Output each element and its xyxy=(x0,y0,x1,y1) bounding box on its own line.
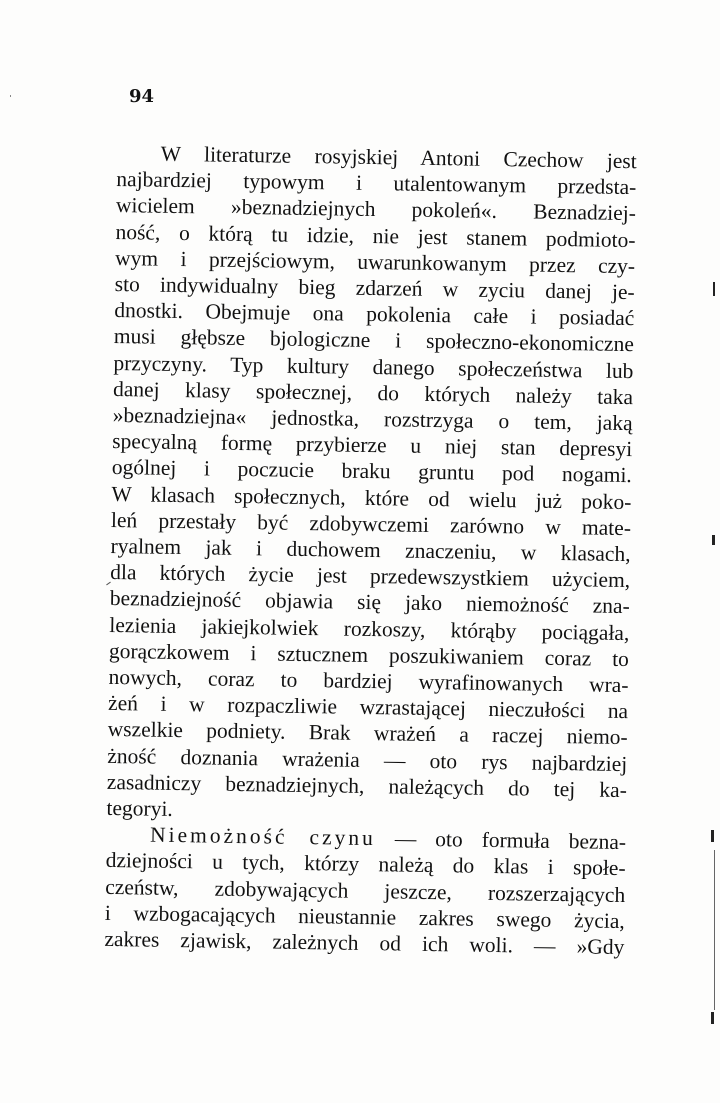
text-run: — oto formuła bezna- xyxy=(375,826,627,855)
text-line: gorączkowem i sztucznem poszukiwaniem coraz to xyxy=(108,638,630,671)
text-line: sto indywidualny bieg zdarzeń w zyciu danej je- xyxy=(114,271,635,305)
text-line: danej klasy społecznej, do których należy taka xyxy=(112,376,634,409)
text-line: leń przestały być zdobywczemi zarówno w mate- xyxy=(110,507,632,540)
text-line: specyalną formę przybierze u niej stan depresyi xyxy=(112,429,633,462)
paragraph-2 xyxy=(104,821,626,960)
text-line: najbardziej typowym i utalentowanym przedsta- xyxy=(116,167,637,200)
text-line: dla których życie jest przedewszystkiem użyciem, xyxy=(110,560,631,593)
body-text xyxy=(104,140,637,960)
scan-edge-mark xyxy=(711,1012,714,1024)
scan-edge-mark xyxy=(714,850,715,1010)
text-line: dziejności u tych, którzy należą do klas i społe- xyxy=(105,848,626,881)
text-line: przyczyny. Typ kultury danego społeczeństwa lub xyxy=(113,350,634,383)
text-line: zasadniczy beznadziejnych, należących do tej ka- xyxy=(106,769,628,802)
scan-edge-mark xyxy=(10,95,11,97)
text-line: beznadziejność objawia się jako niemożność zna- xyxy=(109,586,630,619)
text-line: i wzbogacających nieustannie zakres swego życia, xyxy=(104,900,625,933)
text-line: ryalnem jak i duchowem znaczeniu, w klasach, xyxy=(110,533,631,567)
text-line: wicielem »beznadziejnych pokoleń«. Beznadziej- xyxy=(115,193,637,226)
text-line: żeń i w rozpaczliwie wzrastającej nieczułości na xyxy=(107,691,629,724)
text-line: tegoryi. xyxy=(106,795,173,822)
scan-edge-mark xyxy=(712,535,715,545)
scan-edge-mark xyxy=(713,282,715,296)
text-line: zakres zjawisk, zależnych od ich woli. — »Gdy xyxy=(104,926,625,960)
text-line: ność, o którą tu idzie, nie jest stanem podmioto- xyxy=(115,219,636,252)
text-line: nowych, coraz to bardziej wyrafinowanych wra- xyxy=(108,664,629,698)
text-line: lezienia jakiejkolwiek rozkoszy, którąby pociągała, xyxy=(109,612,630,645)
scan-edge-mark xyxy=(711,830,714,842)
text-line: ogólnej i poczucie braku gruntu pod nogami. xyxy=(111,455,632,488)
text-line: musi głębsze bjologiczne i społeczno-ekonomiczne xyxy=(113,324,635,357)
paragraph-1 xyxy=(106,140,637,829)
text-line: żność doznania wrażenia — oto rys najbardziej xyxy=(107,743,628,776)
text-line: »beznadziejna« jednostka, rozstrzyga o tem, jaką xyxy=(112,402,633,436)
text-line: wszelkie podniety. Brak wrażeń a raczej niemo- xyxy=(107,717,628,750)
text-line: wym i przejściowym, uwarunkowanym przez czy- xyxy=(114,245,636,278)
text-line: W klasach społecznych, które od wielu już poko- xyxy=(111,481,632,514)
text-line: W literaturze rosyjskiej Antoni Czechow jest xyxy=(160,141,637,174)
spaced-emphasis: Niemożność czynu xyxy=(149,822,377,851)
text-line: czeństw, zdobywających jeszcze, rozszerzających xyxy=(105,874,626,907)
page-number: 94 xyxy=(129,86,155,107)
text-line: dnostki. Obejmuje ona pokolenia całe i posiadać xyxy=(114,298,635,331)
